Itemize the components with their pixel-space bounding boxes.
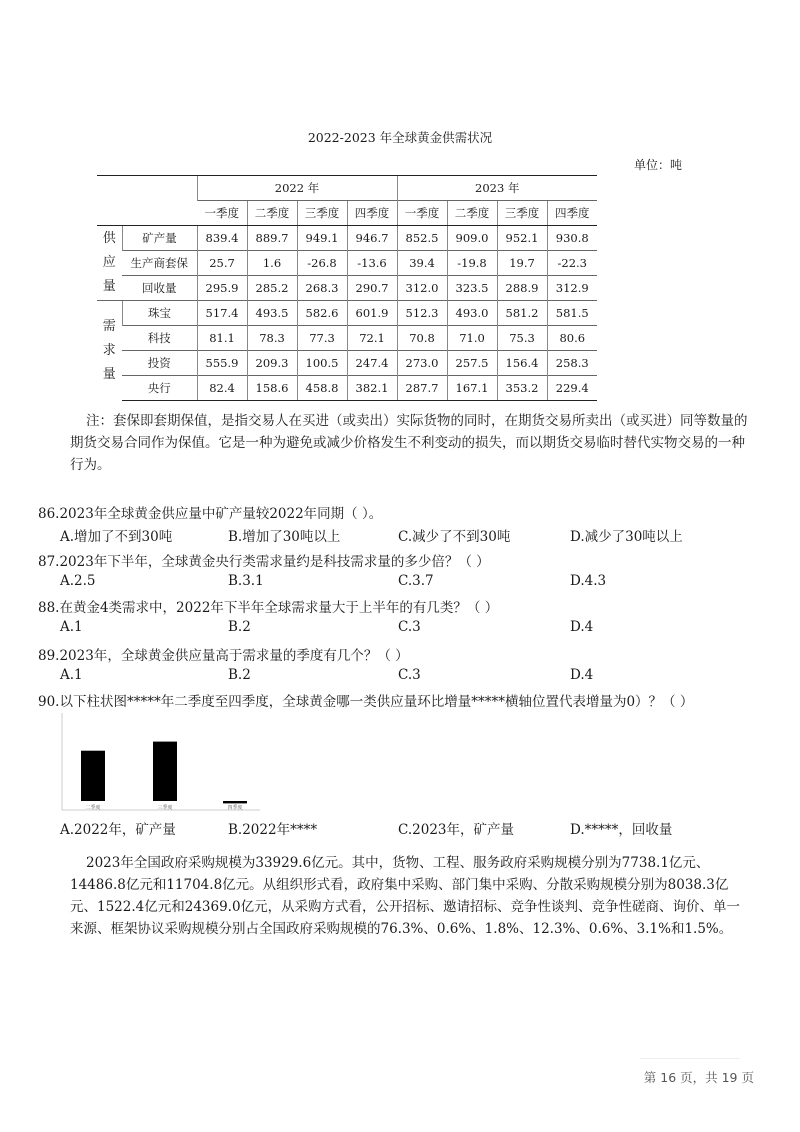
table-row <box>97 251 597 276</box>
table-cell: 19.7 <box>497 251 547 276</box>
footer-divider <box>640 1058 740 1059</box>
option-b[interactable]: B.2 <box>228 667 251 683</box>
table-cell: 581.2 <box>497 301 547 326</box>
table-row <box>97 276 597 301</box>
table-unit: 单位：吨 <box>633 158 682 172</box>
x-tick-label: 二季度 <box>85 805 101 811</box>
row-label: 生产商套保 <box>122 251 197 276</box>
table-cell: 209.3 <box>247 351 297 376</box>
table-cell: 229.4 <box>547 376 597 401</box>
option-b[interactable]: B.2 <box>228 619 251 635</box>
table-title: 2022-2023 年全球黄金供需状况 <box>307 130 493 145</box>
table-cell: 257.5 <box>447 351 497 376</box>
table-cell: 70.8 <box>397 326 447 351</box>
table-cell: 458.8 <box>297 376 347 401</box>
gold-supply-demand-table <box>97 175 597 401</box>
row-label: 矿产量 <box>122 226 197 251</box>
table-row <box>97 301 597 326</box>
option-a[interactable]: A.2.5 <box>60 573 96 589</box>
question-87: 87.2023年下半年，全球黄金央行类需求量约是科技需求量的多少倍？（ ） <box>38 554 490 570</box>
bar-1 <box>153 742 177 801</box>
table-cell: 82.4 <box>197 376 247 401</box>
option-c[interactable]: C.3 <box>398 667 421 683</box>
table-row <box>97 326 597 351</box>
option-a[interactable]: A.1 <box>60 619 83 635</box>
table-cell: 39.4 <box>397 251 447 276</box>
table-cell: 949.1 <box>297 226 347 251</box>
option-c[interactable]: C.2023年，矿产量 <box>398 822 514 838</box>
supply-group-label: 供 应 量 <box>97 226 122 301</box>
quarter-header: 一季度 <box>197 201 247 226</box>
option-b[interactable]: B.2022年**** <box>228 822 318 838</box>
quarter-header: 三季度 <box>497 201 547 226</box>
option-c[interactable]: C.减少了不到30吨 <box>398 529 511 545</box>
table-cell: 852.5 <box>397 226 447 251</box>
row-label: 央行 <box>122 376 197 401</box>
bar-chart <box>60 713 340 813</box>
table-row <box>97 351 597 376</box>
row-label: 回收量 <box>122 276 197 301</box>
table-cell: 889.7 <box>247 226 297 251</box>
table-row <box>97 226 597 251</box>
table-cell: 323.5 <box>447 276 497 301</box>
table-cell: 75.3 <box>497 326 547 351</box>
quarter-header: 一季度 <box>397 201 447 226</box>
table-cell: 80.6 <box>547 326 597 351</box>
x-tick-label: 三季度 <box>157 805 173 811</box>
procurement-paragraph: 2023年全国政府采购规模为33929.6亿元。其中，货物、工程、服务政府采购规模分别为7738.1亿元、14486.8亿元和11704.8亿元。从组织形式看，政府集中采购、部门集中采购、分散采购规模分别为8038.3亿元、1522.4亿元和24369.0亿元，从采购方式看，公开招标、邀请招标、竞争性谈判、竞争性磋商、询价、单一来源、框架协议采购规模分别占全国政府采购规模的76.3%、0.6%、1.8%、12.3%、0.6%、3.1%和1.5%。 <box>70 855 741 937</box>
table-cell: 930.8 <box>547 226 597 251</box>
bar-2 <box>223 801 247 803</box>
table-row <box>97 376 597 401</box>
option-d[interactable]: D.4 <box>570 667 594 683</box>
table-cell: 382.1 <box>347 376 397 401</box>
table-cell: 353.2 <box>497 376 547 401</box>
table-cell: 839.4 <box>197 226 247 251</box>
table-cell: 25.7 <box>197 251 247 276</box>
quarter-header: 三季度 <box>297 201 347 226</box>
option-d[interactable]: D.4 <box>570 619 594 635</box>
table-cell: 290.7 <box>347 276 397 301</box>
option-b[interactable]: B.3.1 <box>228 573 264 589</box>
table-cell: 493.5 <box>247 301 297 326</box>
table-cell: 247.4 <box>347 351 397 376</box>
table-cell: 78.3 <box>247 326 297 351</box>
table-cell: 71.0 <box>447 326 497 351</box>
question-88: 88.在黄金4类需求中，2022年下半年全球需求量大于上半年的有几类？（ ） <box>38 600 499 616</box>
table-cell: 167.1 <box>447 376 497 401</box>
table-cell: 582.6 <box>297 301 347 326</box>
option-d[interactable]: D.减少了30吨以上 <box>570 529 683 545</box>
quarter-header: 四季度 <box>547 201 597 226</box>
row-label: 科技 <box>122 326 197 351</box>
table-cell: 77.3 <box>297 326 347 351</box>
option-b[interactable]: B.增加了30吨以上 <box>228 529 341 545</box>
table-cell: 946.7 <box>347 226 397 251</box>
table-cell: 1.6 <box>247 251 297 276</box>
table-cell: 158.6 <box>247 376 297 401</box>
option-d[interactable]: D.*****，回收量 <box>570 822 673 838</box>
table-cell: 952.1 <box>497 226 547 251</box>
table-cell: 312.9 <box>547 276 597 301</box>
table-cell: 285.2 <box>247 276 297 301</box>
row-label: 珠宝 <box>122 301 197 326</box>
table-cell: 517.4 <box>197 301 247 326</box>
table-cell: 555.9 <box>197 351 247 376</box>
quarter-header: 二季度 <box>447 201 497 226</box>
table-cell: 512.3 <box>397 301 447 326</box>
table-cell: -19.8 <box>447 251 497 276</box>
option-d[interactable]: D.4.3 <box>570 573 607 589</box>
table-cell: 72.1 <box>347 326 397 351</box>
table-cell: 909.0 <box>447 226 497 251</box>
bar-0 <box>81 751 105 801</box>
question-89: 89.2023年，全球黄金供应量高于需求量的季度有几个？（ ） <box>38 648 409 664</box>
table-cell: 288.9 <box>497 276 547 301</box>
table-cell: -22.3 <box>547 251 597 276</box>
table-cell: 268.3 <box>297 276 347 301</box>
table-cell: 273.0 <box>397 351 447 376</box>
table-corner <box>97 176 197 226</box>
table-note: 注：套保即套期保值，是指交易人在买进（或卖出）实际货物的同时，在期货交易所卖出（或买进）同等数量的期货交易合同作为保值。它是一种为避免或减少价格发生不利变动的损失，而以期货交易临时替代实物交易的一种行为。 <box>70 413 748 473</box>
option-c[interactable]: C.3 <box>398 619 421 635</box>
table-cell: 258.3 <box>547 351 597 376</box>
row-label: 投资 <box>122 351 197 376</box>
year-2023-header: 2023 年 <box>397 176 597 201</box>
table-cell: 493.0 <box>447 301 497 326</box>
x-tick-label: 四季度 <box>227 805 243 811</box>
page-number: 第 16 页，共 19 页 <box>643 1070 754 1085</box>
quarter-header: 二季度 <box>247 201 297 226</box>
table-cell: -26.8 <box>297 251 347 276</box>
table-cell: 81.1 <box>197 326 247 351</box>
option-a[interactable]: A.2022年，矿产量 <box>60 822 176 838</box>
option-c[interactable]: C.3.7 <box>398 573 434 589</box>
table-cell: -13.6 <box>347 251 397 276</box>
option-a[interactable]: A.1 <box>60 667 83 683</box>
table-cell: 581.5 <box>547 301 597 326</box>
demand-group-label: 需 求 量 <box>97 301 122 401</box>
year-2022-header: 2022 年 <box>197 176 397 201</box>
table-cell: 100.5 <box>297 351 347 376</box>
question-90: 90.以下柱状图*****年二季度至四季度，全球黄金哪一类供应量环比增量*****横轴位置代表增量为0）？（ ） <box>38 694 694 710</box>
quarter-header: 四季度 <box>347 201 397 226</box>
table-cell: 156.4 <box>497 351 547 376</box>
table-cell: 295.9 <box>197 276 247 301</box>
table-cell: 601.9 <box>347 301 397 326</box>
question-86: 86.2023年全球黄金供应量中矿产量较2022年同期（ ）。 <box>38 506 383 522</box>
table-cell: 312.0 <box>397 276 447 301</box>
table-cell: 287.7 <box>397 376 447 401</box>
option-a[interactable]: A.增加了不到30吨 <box>60 529 173 545</box>
